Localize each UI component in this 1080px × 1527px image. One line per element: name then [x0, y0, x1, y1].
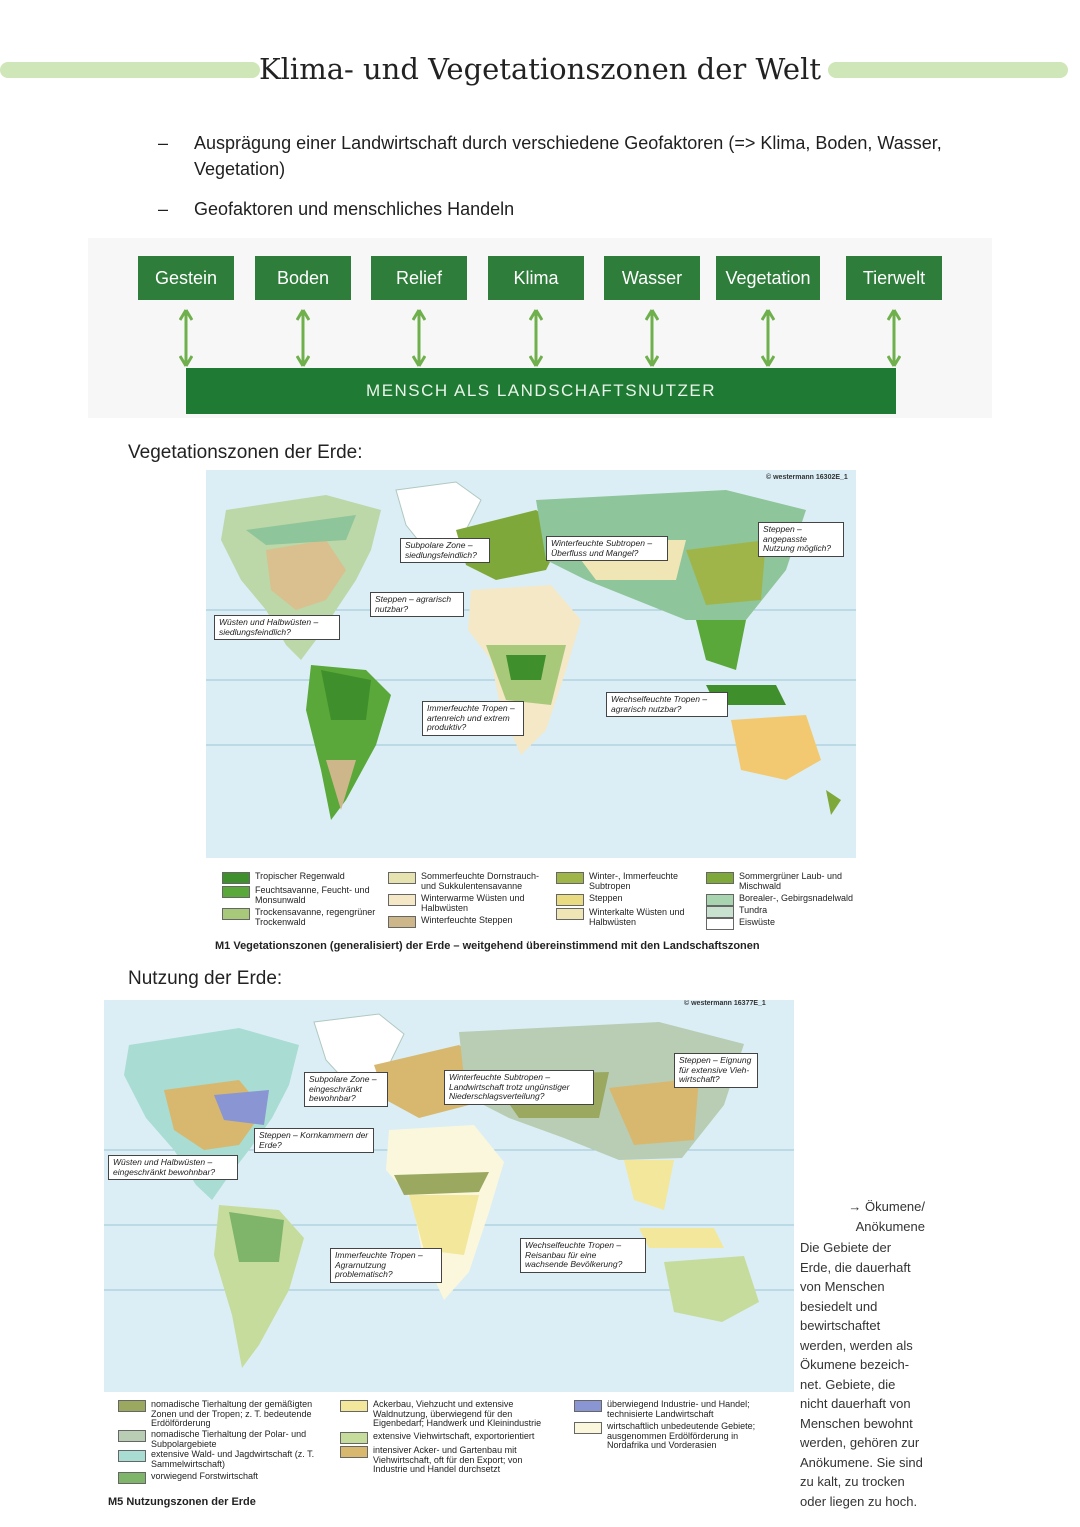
legend-swatch [388, 894, 416, 906]
double-arrow-icon [887, 308, 901, 368]
legend-swatch [706, 918, 734, 930]
double-arrow-icon [296, 308, 310, 368]
geofaktor-box: Boden [255, 256, 351, 300]
legend-item [340, 1446, 556, 1475]
vegetation-map [206, 470, 856, 858]
geofaktor-box: Wasser [604, 256, 700, 300]
legend-item [556, 908, 706, 927]
legend-label: Steppen [589, 893, 623, 903]
legend-item [222, 872, 382, 884]
legend-label: Feuchtsavanne, Feucht- und Monsunwald [255, 885, 370, 905]
bullet-dash: – [158, 133, 169, 153]
oekumene-note [800, 1197, 925, 1511]
legend-label: extensive Viehwirtschaft, exportorientiert [373, 1431, 535, 1441]
double-arrow-icon [645, 308, 659, 368]
legend-item [388, 894, 548, 913]
bullet-item [158, 130, 978, 182]
legend-item [388, 916, 548, 928]
legend-swatch [556, 894, 584, 906]
legend-item [222, 886, 382, 905]
legend-label: wirtschaftlich unbedeutende Gebiete; ausgenommen Erdölförderung in Nordafrika und Vorderasien [607, 1421, 756, 1450]
legend-item [706, 906, 862, 918]
legend-swatch [706, 872, 734, 884]
legend-item [574, 1400, 774, 1419]
legend-item [388, 872, 548, 891]
note-title: → Ökumene/ Anökumene [848, 1199, 925, 1234]
map-callout: Wechselfeuchte Tropen – Reisanbau für eine wachsende Bevölkerung? [520, 1238, 646, 1273]
legend-label: Eiswüste [739, 917, 776, 927]
legend-item [118, 1400, 328, 1429]
legend-label: Borealer-, Gebirgsnadelwald [739, 893, 854, 903]
legend-swatch [574, 1400, 602, 1412]
legend-swatch [574, 1422, 602, 1434]
legend-label: Sommergrüner Laub- und Mischwald [739, 871, 843, 891]
legend-item [118, 1450, 328, 1469]
map-copyright: © westermann 16377E_1 [684, 1000, 766, 1007]
legend-item [118, 1472, 328, 1484]
map-callout: Subpolare Zone – eingeschränkt bewohnbar? [304, 1072, 388, 1107]
map-callout: Immerfeuchte Tropen – artenreich und extrem produktiv? [422, 701, 524, 736]
legend-swatch [118, 1400, 146, 1412]
legend-swatch [556, 908, 584, 920]
geofaktor-box: Tierwelt [846, 256, 942, 300]
legend-swatch [706, 894, 734, 906]
figure-caption-m5: M5 Nutzungszonen der Erde [108, 1496, 256, 1508]
legend-item [340, 1432, 556, 1444]
legend-item [118, 1430, 328, 1449]
map-callout: Wüsten und Halbwüsten – siedlungsfeindlich? [214, 615, 340, 640]
legend-swatch [222, 886, 250, 898]
legend-label: überwiegend Industrie- und Handel; technisierte Landwirtschaft [607, 1399, 750, 1419]
legend-swatch [118, 1450, 146, 1462]
bullet-dash: – [158, 199, 169, 219]
legend-item [556, 894, 706, 906]
legend-label: Tundra [739, 905, 768, 915]
legend-label: Winter-, Immerfeuchte Subtropen [589, 871, 679, 891]
bullet-item [158, 196, 978, 222]
legend-label: vorwiegend Forstwirtschaft [151, 1471, 259, 1481]
legend-label: Tropischer Regenwald [255, 871, 345, 881]
map-copyright: © westermann 16302E_1 [766, 474, 848, 481]
legend-item [556, 872, 706, 891]
map-callout: Steppen – Kornkammern der Erde? [254, 1128, 374, 1153]
legend-label: nomadische Tierhaltung der gemäßigten Zonen und der Tropen; z. T. bedeutende Erdölförderung [151, 1399, 313, 1428]
nutzung-map [104, 1000, 794, 1392]
legend-label: Winterkalte Wüsten und Halbwüsten [589, 907, 685, 927]
section-heading-vegetation: Vegetationszonen der Erde: [128, 442, 363, 463]
map-callout: Winterfeuchte Subtropen – Landwirtschaft trotz ungünstiger Niederschlagsverteilung? [444, 1070, 594, 1105]
legend-swatch [388, 916, 416, 928]
bullet-text: Geofaktoren und menschliches Handeln [194, 199, 515, 219]
legend-swatch [340, 1400, 368, 1412]
geofaktor-box: Gestein [138, 256, 234, 300]
nutzung-legend [118, 1400, 778, 1486]
legend-item [340, 1400, 556, 1429]
mensch-bar: MENSCH ALS LANDSCHAFTSNUTZER [186, 368, 896, 414]
geofaktor-box: Vegetation [716, 256, 820, 300]
vegetation-legend [222, 872, 862, 932]
legend-label: extensive Wald- und Jagdwirtschaft (z. T. Sammelwirtschaft) [151, 1449, 315, 1469]
map-callout: Wechselfeuchte Tropen – agrarisch nutzbar? [606, 692, 728, 717]
figure-caption-m1: M1 Vegetationszonen (generalisiert) der Erde – weitgehend übereinstimmend mit den Landschaftszonen [215, 940, 760, 952]
map-callout: Winterfeuchte Subtropen – Überfluss und Mangel? [546, 536, 668, 561]
legend-swatch [222, 872, 250, 884]
note-text: Die Gebiete der Erde, die dauerhaft von Menschen besiedelt und bewirtschaftet werden, werden als Ökumene bezeich-net. Gebiete, die nicht dauerhaft von Menschen bewohnt werden, gehören zur Anökumene. Sie sind zu kalt, zu trocken oder liegen zu hoch. [800, 1240, 923, 1509]
double-arrow-icon [412, 308, 426, 368]
double-arrow-icon [761, 308, 775, 368]
map-callout: Steppen – agrarisch nutzbar? [370, 592, 464, 617]
legend-label: Winterfeuchte Steppen [421, 915, 513, 925]
legend-label: Ackerbau, Viehzucht und extensive Waldnutzung, überwiegend für den Eigenbedarf; Handwerk und Kleinindustrie [373, 1399, 542, 1428]
legend-swatch [340, 1446, 368, 1458]
map-callout: Steppen – angepasste Nutzung möglich? [758, 522, 844, 557]
legend-swatch [340, 1432, 368, 1444]
bullet-text: Ausprägung einer Landwirtschaft durch verschiedene Geofaktoren (=> Klima, Boden, Wasser, Vegetation) [194, 133, 942, 179]
geofaktor-box: Relief [371, 256, 467, 300]
legend-item [706, 918, 862, 930]
legend-swatch [556, 872, 584, 884]
legend-label: Winterwarme Wüsten und Halbwüsten [421, 893, 525, 913]
legend-item [706, 894, 862, 906]
map-callout: Immerfeuchte Tropen – Agrarnutzung problematisch? [330, 1248, 442, 1283]
legend-swatch [706, 906, 734, 918]
legend-item [706, 872, 862, 891]
geofaktor-box: Klima [488, 256, 584, 300]
legend-label: intensiver Acker- und Gartenbau mit Viehwirtschaft, oft für den Export; von Industrie und Handel durchsetzt [373, 1445, 523, 1474]
map-callout: Subpolare Zone – siedlungsfeindlich? [400, 538, 490, 563]
legend-item [222, 908, 382, 927]
legend-item [574, 1422, 774, 1451]
legend-swatch [222, 908, 250, 920]
legend-label: Trockensavanne, regengrüner Trockenwald [255, 907, 376, 927]
legend-label: nomadische Tierhaltung der Polar- und Subpolargebiete [151, 1429, 307, 1449]
geofaktoren-diagram [88, 238, 992, 418]
legend-label: Sommerfeuchte Dornstrauch- und Sukkulentensavanne [421, 871, 540, 891]
double-arrow-icon [179, 308, 193, 368]
section-heading-nutzung: Nutzung der Erde: [128, 968, 283, 989]
bullet-list [158, 130, 978, 236]
map-callout: Steppen – Eignung für extensive Vieh-wirtschaft? [674, 1053, 758, 1088]
map-callout: Wüsten und Halbwüsten – eingeschränkt bewohnbar? [108, 1155, 238, 1180]
legend-swatch [118, 1472, 146, 1484]
legend-swatch [388, 872, 416, 884]
page-title: Klima- und Vegetationszonen der Welt [258, 52, 822, 86]
double-arrow-icon [529, 308, 543, 368]
legend-swatch [118, 1430, 146, 1442]
